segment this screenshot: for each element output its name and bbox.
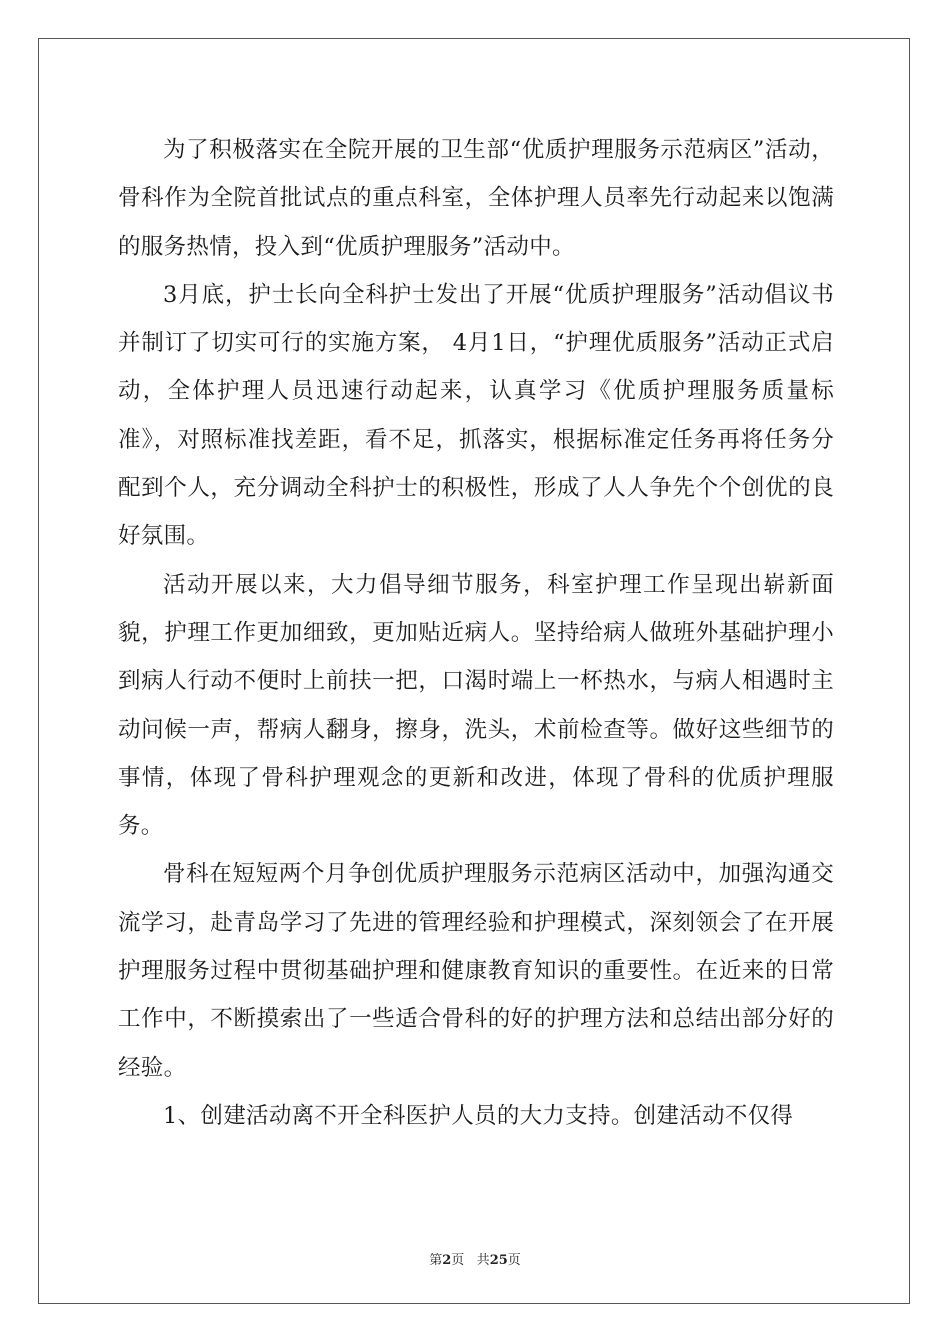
document-body [118, 126, 834, 1140]
paragraph-5: 1、创建活动离不开全科医护人员的大力支持。创建活动不仅得 [163, 1102, 794, 1129]
page-number: 2 [442, 1253, 452, 1268]
paragraph-2: 3月底，护士长向全科护士发出了开展“优质护理服务”活动倡议书并制订了切实可行的实施方案， 4月1日，“护理优质服务”活动正式启动，全体护理人员迅速行动起来，认真学习《优质护理服务质量标准》，对照标准找差距，看不足，抓落实，根据标准定任务再将任务分配到个人，充分调动全科护士的积极性，形成了人人争先个个创优的良好氛围。 [118, 281, 834, 550]
paragraph-1: 为了积极落实在全院开展的卫生部“优质护理服务示范病区”活动，骨科作为全院首批试点的重点科室，全体护理人员率先行动起来以饱满的服务热情，投入到“优质护理服务”活动中。 [118, 137, 834, 260]
page-footer [0, 1249, 950, 1268]
paragraph-3: 活动开展以来，大力倡导细节服务，科室护理工作呈现出崭新面貌，护理工作更加细致，更加贴近病人。坚持给病人做班外基础护理小到病人行动不便时上前扶一把，口渴时端上一杯热水，与病人相遇时主动问候一声，帮病人翻身，擦身，洗头，术前检查等。做好这些细节的事情，体现了骨科护理观念的更新和改进，体现了骨科的优质护理服务。 [118, 571, 834, 840]
paragraph-4: 骨科在短短两个月争创优质护理服务示范病区活动中，加强沟通交流学习，赴青岛学习了先进的管理经验和护理模式，深刻领会了在开展护理服务过程中贯彻基础护理和健康教育知识的重要性。在近来的日常工作中，不断摸索出了一些适合骨科的好的护理方法和总结出部分好的经验。 [118, 861, 834, 1081]
page-label-suffix: 页 [451, 1253, 465, 1268]
page-label-prefix: 第 [429, 1253, 443, 1268]
total-pages: 25 [489, 1253, 508, 1268]
total-label-suffix: 页 [507, 1253, 521, 1268]
total-label-prefix: 共 [476, 1253, 490, 1268]
